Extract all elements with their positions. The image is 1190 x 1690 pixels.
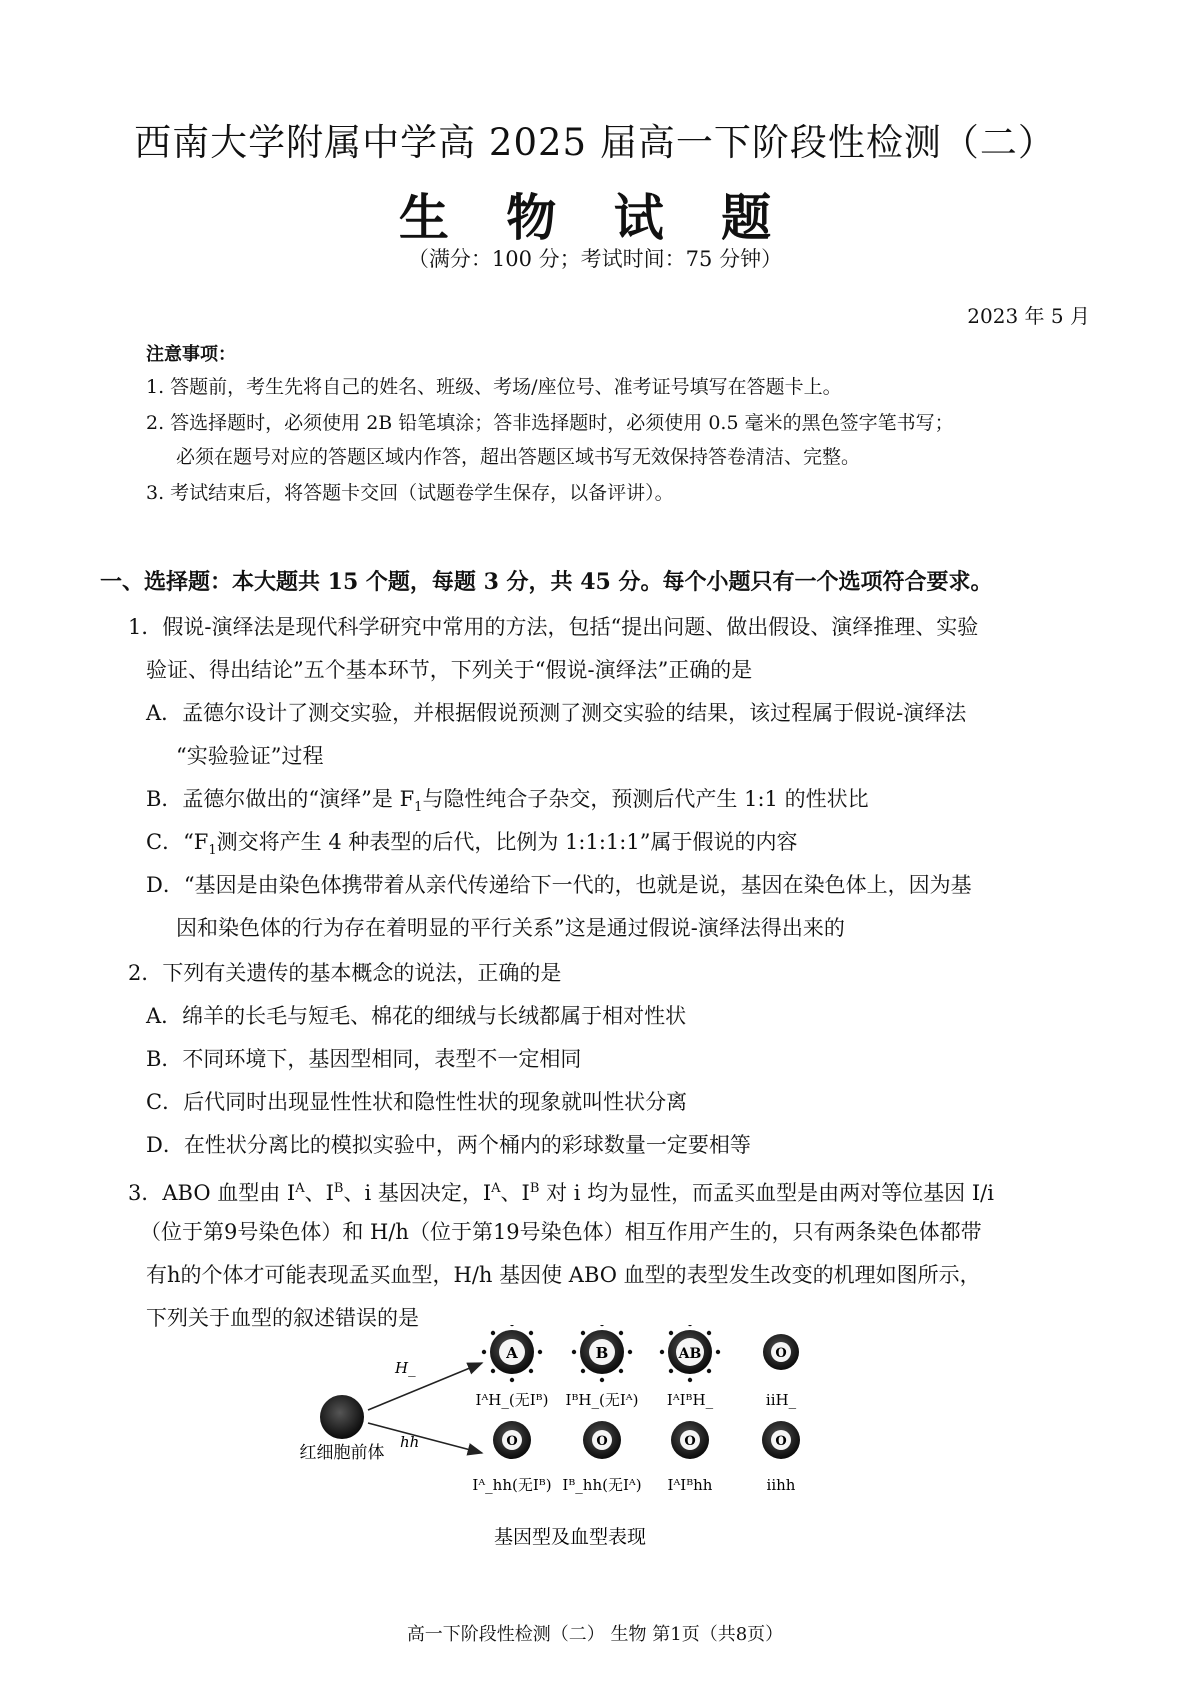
exam-info: （满分：100 分；考试时间：75 分钟） (407, 247, 783, 271)
page-footer: 高一下阶段性检测（二） 生物 第1页（共8页） (406, 1624, 784, 1645)
school-title: 西南大学附属中学高 2025 届高一下阶段性检测（二） (134, 121, 1056, 164)
arrow-top-label: H_ (395, 1359, 416, 1377)
cell-letter: O (684, 1434, 696, 1449)
cell-letter: A (506, 1344, 518, 1362)
q2-option-a: A．绵羊的长毛与短毛、棉花的细绒与长绒都属于相对性状 (146, 1004, 687, 1028)
cell-letter: B (595, 1344, 609, 1362)
q3-stem-line3: 有h的个体才可能表现孟买血型，H/h 基因使 ABO 血型的表型发生改变的机理如图所示， (146, 1263, 981, 1287)
q2-option-c: C．后代同时出现显性性状和隐性性状的现象就叫性状分离 (146, 1090, 688, 1114)
arrow-to-hh (368, 1423, 482, 1453)
top-label-b: IᴮH_(无Iᴬ) (565, 1391, 639, 1409)
top-cell-ab (668, 1330, 712, 1374)
bottom-label-1: Iᴬ_hh(无Iᴮ) (472, 1476, 552, 1494)
q3-stem-line2: （位于第9号染色体）和 H/h（位于第19号染色体）相互作用产生的，只有两条染色体都带 (140, 1220, 982, 1244)
q1-option-d-line2: 因和染色体的行为存在着明显的平行关系”这是通过假说-演绎法得出来的 (176, 916, 845, 940)
bottom-label-3: IᴬIᴮhh (667, 1476, 713, 1494)
top-cell-a (490, 1330, 534, 1374)
cell-letter: O (506, 1434, 518, 1449)
q2-stem: 2．下列有关遗传的基本概念的说法，正确的是 (128, 961, 562, 985)
notice-item-1: 1. 答题前，考生先将自己的姓名、班级、考场/座位号、准考证号填写在答题卡上。 (146, 376, 842, 398)
q2-option-b: B．不同环境下，基因型相同，表型不一定相同 (146, 1047, 582, 1071)
top-cell-b (580, 1330, 624, 1374)
precursor-cell (320, 1395, 364, 1439)
notice-item-3: 3. 考试结束后，将答题卡交回（试题卷学生保存，以备评讲）。 (146, 482, 674, 504)
cell-letter: O (775, 1434, 787, 1449)
bottom-cell-2 (583, 1421, 621, 1459)
subject-title: 生 物 试 题 (398, 188, 792, 247)
cell-letter: O (775, 1346, 787, 1361)
q1-option-c: C．“$F_1$测交将产生 4 种表型的后代，比例为 1:1:1:1”属于假说的内容 (146, 830, 798, 859)
precursor-label: 红细胞前体 (300, 1443, 385, 1463)
top-label-ab: IᴬIᴮH_ (666, 1391, 714, 1409)
q1-stem-line2: 验证、得出结论”五个基本环节，下列关于“假说-演绎法”正确的是 (146, 658, 753, 682)
q3-stem-line1: 3．ABO 血型由 $I^A$、$I^B$、i 基因决定，$I^A$、$I^B$ 对 i 均为显性，而孟买血型是由两对等位基因 I/i (128, 1181, 994, 1205)
notice-heading: 注意事项： (146, 344, 236, 365)
blood-type-figure (300, 1325, 950, 1555)
top-cell-o (763, 1334, 799, 1370)
notice-item-2: 2. 答选择题时，必须使用 2B 铅笔填涂；答非选择题时，必须使用 0.5 毫米的黑色签字笔书写； (146, 412, 954, 434)
blood-type-diagram (300, 1325, 950, 1555)
arrow-to-h-dominant (368, 1363, 482, 1410)
bottom-label-2: Iᴮ_hh(无Iᴬ) (562, 1476, 642, 1494)
exam-date: 2023 年 5 月 (967, 304, 1090, 328)
q1-option-a-line2: “实验验证”过程 (176, 744, 324, 768)
top-label-o: iiH_ (765, 1391, 797, 1409)
q1-stem-line1: 1．假说-演绎法是现代科学研究中常用的方法，包括“提出问题、做出假设、演绎推理、实验 (128, 615, 979, 639)
cell-letter: O (596, 1434, 608, 1449)
q1-option-b: B．孟德尔做出的“演绎”是 $F_1$与隐性纯合子杂交，预测后代产生 1:1 的性状比 (146, 787, 869, 816)
notice-item-2-cont: 必须在题号对应的答题区域内作答，超出答题区域书写无效保持答卷清洁、完整。 (176, 446, 861, 468)
top-label-a: IᴬH_(无Iᴮ) (475, 1391, 549, 1409)
cell-letter: AB (678, 1346, 702, 1362)
bottom-cell-3 (671, 1421, 709, 1459)
q1-option-a-line1: A．孟德尔设计了测交实验，并根据假说预测了测交实验的结果，该过程属于假说-演绎法 (146, 701, 967, 725)
bottom-label-4: iihh (766, 1476, 796, 1494)
section-title: 一、选择题：本大题共 15 个题，每题 3 分，共 45 分。每个小题只有一个选项符合要求。 (100, 569, 993, 595)
q1-option-d-line1: D．“基因是由染色体携带着从亲代传递给下一代的，也就是说，基因在染色体上，因为基 (146, 873, 972, 897)
bottom-cell-4 (762, 1421, 800, 1459)
figure-caption: 基因型及血型表现 (493, 1526, 647, 1548)
q3-stem-line4: 下列关于血型的叙述错误的是 (146, 1306, 419, 1330)
arrow-bottom-label: hh (400, 1433, 420, 1451)
bottom-cell-1 (493, 1421, 531, 1459)
q2-option-d: D．在性状分离比的模拟实验中，两个桶内的彩球数量一定要相等 (146, 1133, 751, 1157)
